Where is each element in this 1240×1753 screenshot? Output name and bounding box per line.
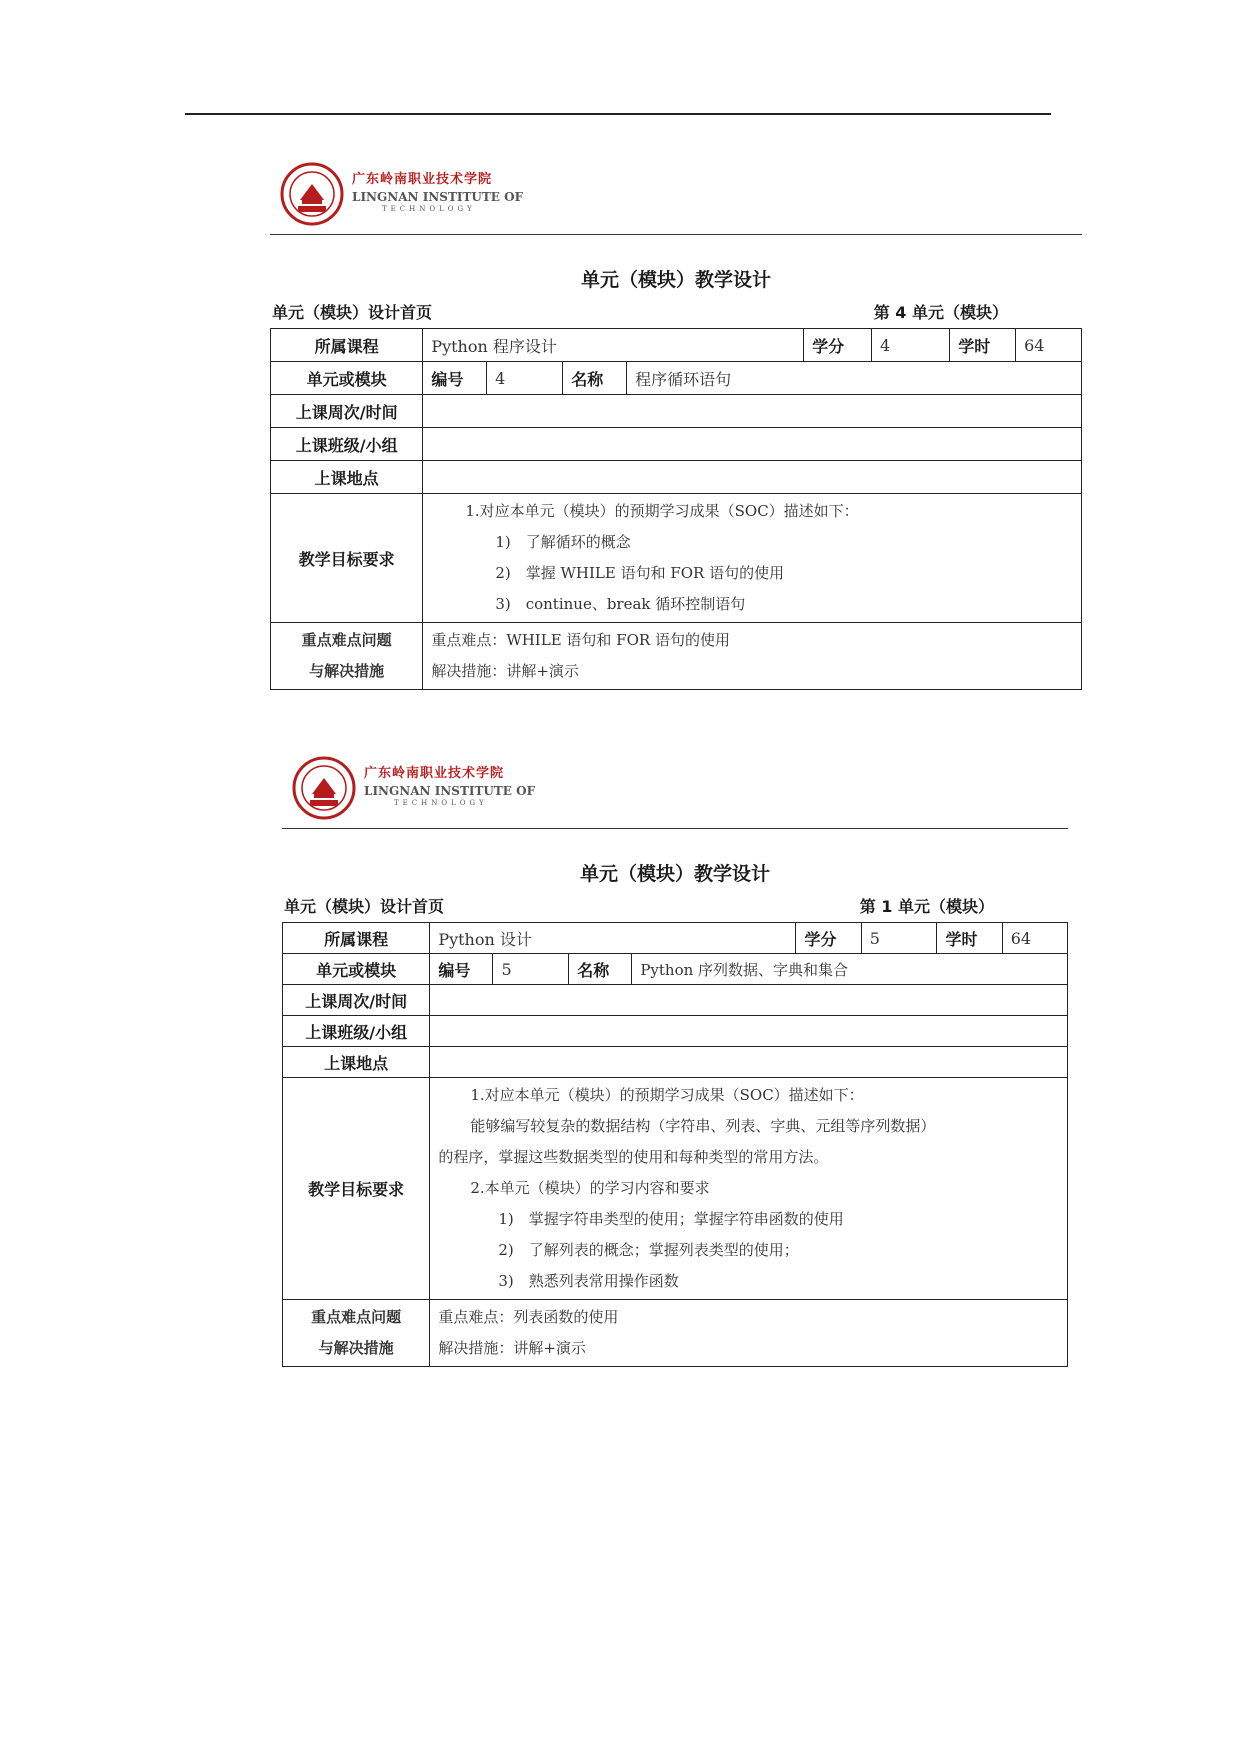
- key-points-label: [283, 1300, 430, 1367]
- table-row: [271, 494, 1082, 623]
- table-row: [283, 1078, 1068, 1300]
- unit-design-form-4: [270, 150, 1082, 690]
- hours-value: 64: [1016, 329, 1082, 362]
- name-label: 名称: [569, 954, 632, 985]
- page-top-rule: [185, 113, 1051, 115]
- institute-header: [270, 150, 1082, 228]
- course-value: Python 程序设计: [423, 329, 804, 362]
- table-row: [283, 954, 1068, 985]
- goal-line: 3) 熟悉列表常用操作函数: [498, 1272, 679, 1290]
- institute-header: [282, 744, 1068, 822]
- class-value: [423, 428, 1082, 461]
- lingnan-seal-icon: [292, 756, 356, 820]
- place-value: [423, 461, 1082, 494]
- institute-name-en2: TECHNOLOGY: [394, 799, 488, 807]
- goal-line: 2.本单元（模块）的学习内容和要求: [470, 1179, 710, 1197]
- class-value: [430, 1016, 1068, 1047]
- name-label: 名称: [563, 362, 627, 395]
- week-value: [430, 985, 1068, 1016]
- design-table: [282, 922, 1068, 1367]
- goal-line: 的程序，掌握这些数据类型的使用和每种类型的常用方法。: [438, 1148, 829, 1166]
- table-row: [271, 329, 1082, 362]
- document-title: 单元（模块）教学设计: [579, 863, 770, 885]
- goals-content: [423, 494, 1082, 623]
- key-label-line1: 重点难点问题: [311, 1308, 402, 1326]
- subtitle-left: 单元（模块）设计首页: [272, 303, 433, 322]
- table-row: [271, 690, 1082, 691]
- goal-line: 1.对应本单元（模块）的预期学习成果（SOC）描述如下：: [470, 1086, 864, 1104]
- credit-value: 4: [872, 329, 950, 362]
- table-row: [271, 395, 1082, 428]
- place-label: 上课地点: [283, 1047, 430, 1078]
- cut-off-cell: [423, 690, 1082, 691]
- name-value: Python 序列数据、字典和集合: [632, 954, 1068, 985]
- key-points-text: 重点难点：列表函数的使用: [438, 1308, 619, 1326]
- hours-label: 学时: [950, 329, 1016, 362]
- key-points-content: [430, 1300, 1068, 1367]
- subtitle-row: [270, 300, 1082, 323]
- week-label: 上课周次/时间: [271, 395, 423, 428]
- table-row: [271, 461, 1082, 494]
- class-label: 上课班级/小组: [283, 1016, 430, 1047]
- goals-content: [430, 1078, 1068, 1300]
- credit-label: 学分: [804, 329, 872, 362]
- design-table: [270, 328, 1082, 690]
- unit-label: 单元或模块: [271, 362, 423, 395]
- subtitle-right: 第 1 单元（模块）: [859, 897, 994, 916]
- week-value: [423, 395, 1082, 428]
- institute-name-cn: 广东岭南职业技术学院: [364, 766, 505, 781]
- credit-value: 5: [861, 923, 937, 954]
- table-row: [271, 623, 1082, 690]
- number-label: 编号: [423, 362, 487, 395]
- class-label: 上课班级/小组: [271, 428, 423, 461]
- table-row: [283, 1016, 1068, 1047]
- institute-name-en: LINGNAN INSTITUTE OF: [352, 190, 524, 204]
- credit-label: 学分: [796, 923, 861, 954]
- table-row: [283, 985, 1068, 1016]
- table-row: [283, 1047, 1068, 1078]
- solution-text: 解决措施：讲解+演示: [431, 662, 579, 680]
- course-label: 所属课程: [271, 329, 423, 362]
- goal-line: 3) continue、break 循环控制语句: [495, 595, 746, 613]
- institute-name-cn: 广东岭南职业技术学院: [352, 172, 493, 187]
- cut-off-cell: [271, 690, 423, 691]
- key-label-line2: 与解决措施: [309, 662, 385, 680]
- goal-line: 2) 掌握 WHILE 语句和 FOR 语句的使用: [495, 564, 785, 582]
- place-label: 上课地点: [271, 461, 423, 494]
- header-rule: [282, 828, 1068, 829]
- table-row: [271, 362, 1082, 395]
- subtitle-right: 第 4 单元（模块）: [873, 303, 1008, 322]
- goal-line: 1) 了解循环的概念: [495, 533, 631, 551]
- institute-name-en: LINGNAN INSTITUTE OF: [364, 784, 536, 798]
- unit-design-form-1: [282, 744, 1068, 1357]
- document-title: 单元（模块）教学设计: [580, 269, 771, 291]
- lingnan-seal-icon: [280, 162, 344, 226]
- subtitle-left: 单元（模块）设计首页: [284, 897, 445, 916]
- key-points-text: 重点难点：WHILE 语句和 FOR 语句的使用: [431, 631, 730, 649]
- unit-label: 单元或模块: [283, 954, 430, 985]
- hours-value: 64: [1002, 923, 1067, 954]
- course-label: 所属课程: [283, 923, 430, 954]
- goals-label: 教学目标要求: [271, 494, 423, 623]
- institute-name: [364, 762, 535, 807]
- goal-line: 1.对应本单元（模块）的预期学习成果（SOC）描述如下：: [465, 502, 859, 520]
- number-value: 4: [487, 362, 563, 395]
- name-value: 程序循环语句: [627, 362, 1082, 395]
- key-label-line1: 重点难点问题: [301, 631, 392, 649]
- number-label: 编号: [430, 954, 493, 985]
- week-label: 上课周次/时间: [283, 985, 430, 1016]
- key-points-content: [423, 623, 1082, 690]
- table-row: [271, 428, 1082, 461]
- key-points-label: [271, 623, 423, 690]
- place-value: [430, 1047, 1068, 1078]
- goal-line: 能够编写较复杂的数据结构（字符串、列表、字典、元组等序列数据）: [470, 1117, 936, 1135]
- goal-line: 2) 了解列表的概念；掌握列表类型的使用；: [498, 1241, 799, 1259]
- institute-name: [352, 168, 523, 213]
- course-value: Python 设计: [430, 923, 796, 954]
- goals-label: 教学目标要求: [283, 1078, 430, 1300]
- header-rule: [270, 234, 1082, 235]
- institute-name-en2: TECHNOLOGY: [382, 205, 476, 213]
- key-label-line2: 与解决措施: [318, 1339, 394, 1357]
- table-row: [283, 923, 1068, 954]
- number-value: 5: [493, 954, 569, 985]
- solution-text: 解决措施：讲解+演示: [438, 1339, 586, 1357]
- subtitle-row: [282, 894, 1068, 917]
- table-row: [283, 1300, 1068, 1367]
- goal-line: 1) 掌握字符串类型的使用；掌握字符串函数的使用: [498, 1210, 844, 1228]
- hours-label: 学时: [937, 923, 1002, 954]
